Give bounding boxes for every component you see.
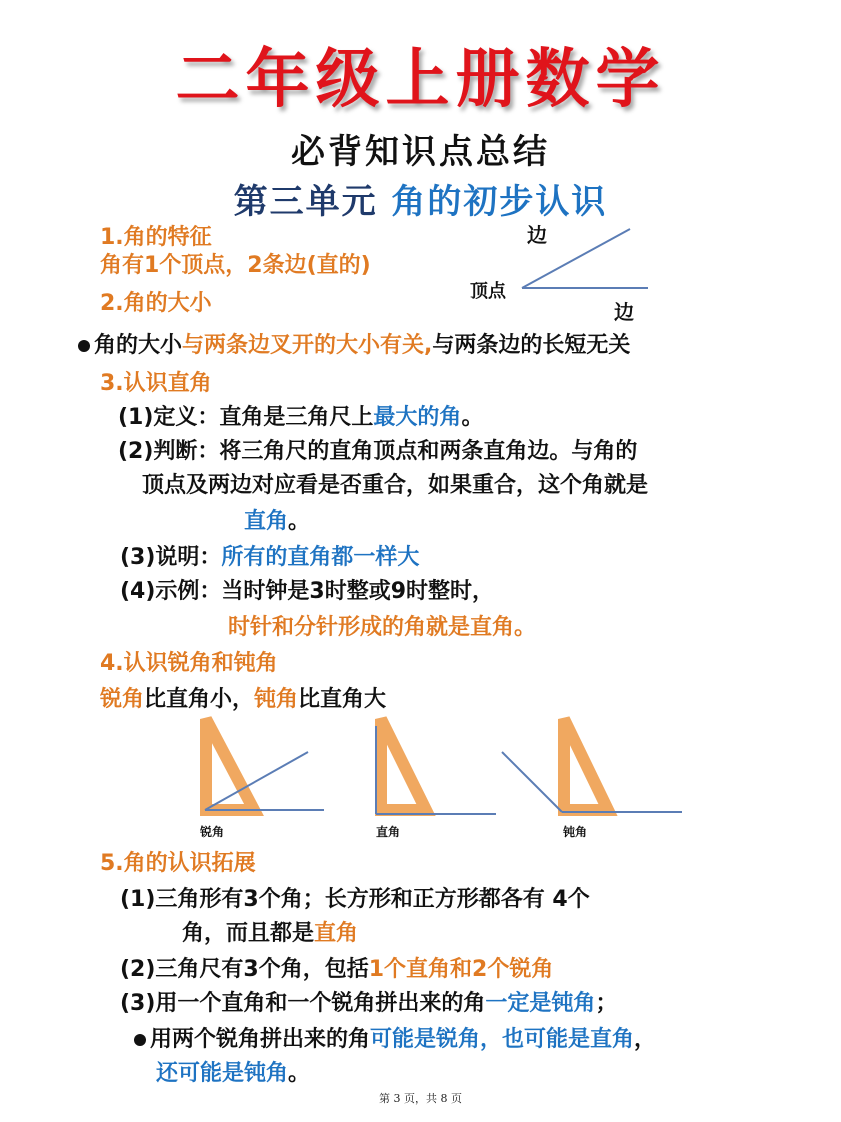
- section-1-heading: 1.角的特征: [100, 225, 212, 250]
- s3-example-line-2: [228, 610, 536, 641]
- s5-item-2: [120, 952, 553, 983]
- s4-obtuse-word: 钝角: [254, 687, 299, 712]
- section-2-heading: 2.角的大小: [100, 291, 212, 316]
- label-obtuse: 钝角: [563, 825, 588, 839]
- s5-e4-text: 用两个锐角拼出来的角: [150, 1027, 371, 1052]
- s2-text-2: 与两条边叉开的大小有关,: [182, 333, 433, 358]
- s5-e3-highlight: 一定是钝角: [485, 991, 596, 1016]
- s2-text-3: 与两条边的长短无关: [432, 333, 631, 358]
- section-5-heading: 5.角的认识拓展: [100, 851, 256, 876]
- s5-e3-text: (3)用一个直角和一个锐角拼出来的角: [120, 991, 486, 1016]
- right-angle-figure: [376, 719, 496, 814]
- s5-e4-highlight: 可能是锐角，也可能是直角: [370, 1027, 635, 1052]
- unit-name: 角的初步认识: [391, 182, 608, 222]
- s4-text-1: 比直角小，: [144, 687, 255, 712]
- bullet-dot: [134, 1034, 146, 1046]
- s3-judgement-line-3: [244, 504, 310, 535]
- page-title: 二年级上册数学: [175, 43, 666, 117]
- s5-e4-highlight-2: 还可能是钝角: [156, 1061, 289, 1086]
- s5-e1-text: 角，而且都是: [182, 921, 315, 946]
- s5-e1-highlight: 直角: [314, 921, 359, 946]
- s3-d1-text: (1)定义：直角是三角尺上: [118, 405, 374, 430]
- s3-d4-highlight: 分针形成的角就是直角。: [294, 615, 537, 640]
- acute-angle-figure: [205, 719, 324, 810]
- page-footer: 第 3 页，共 8 页: [379, 1092, 462, 1105]
- s3-definition: [118, 400, 483, 431]
- obtuse-angle-figure: [502, 719, 682, 812]
- unit-prefix: 第三单元: [233, 182, 378, 222]
- section-4-heading: 4.认识锐角和钝角: [100, 651, 278, 676]
- s3-d1-highlight: 最大的角: [373, 405, 462, 430]
- bullet-dot: [78, 340, 90, 352]
- s2-text-1: 角的大小: [94, 333, 183, 358]
- label-right: 直角: [376, 825, 401, 839]
- s5-item-1-line-2: [182, 916, 358, 947]
- obtuse-ray-open: [502, 752, 562, 812]
- page-subtitle: 必背知识点总结: [291, 132, 550, 172]
- s5-item-1-line-1: (1)三角形有3个角；长方形和正方形都各有 4个: [120, 887, 590, 912]
- s3-d3-text: (3)说明：: [120, 545, 222, 570]
- s3-explanation: [120, 540, 419, 571]
- s3-d2-highlight: 直角: [244, 509, 289, 534]
- section-1-line: 角有1个顶点，2条边(直的): [100, 253, 371, 278]
- s5-item-4-line-1: [134, 1022, 656, 1053]
- s4-text-2: 比直角大: [298, 687, 387, 712]
- ruler-obtuse: [564, 719, 608, 810]
- section-3-heading: 3.认识直角: [100, 371, 212, 396]
- s3-d1-end: 。: [461, 405, 484, 430]
- s3-d4-text: 时针和: [228, 615, 295, 640]
- diagram-edge-bottom-label: 边: [614, 300, 634, 324]
- s4-acute-word: 锐角: [100, 687, 145, 712]
- s3-d3-highlight: 所有的直角都一样大: [221, 545, 420, 570]
- diagram-vertex-label: 顶点: [470, 281, 506, 302]
- s5-item-3: [120, 986, 617, 1017]
- label-acute: 锐角: [200, 825, 225, 839]
- s3-example-line-1: (4)示例：当时钟是3时整或9时整时，: [120, 579, 495, 604]
- s5-e2-highlight: 1个直角和2个锐角: [368, 957, 554, 982]
- s5-e4-end: 。: [288, 1061, 311, 1086]
- s5-e3-end: ；: [595, 991, 618, 1016]
- s5-item-4-line-2: [156, 1056, 310, 1087]
- ruler-right: [381, 719, 426, 810]
- diagram-edge-top-label: 边: [527, 223, 547, 247]
- s4-comparison: [100, 682, 386, 713]
- s5-e2-text: (2)三角尺有3个角，包括: [120, 957, 369, 982]
- s3-d2-end: 。: [288, 509, 311, 534]
- s3-judgement-line-2: 顶点及两边对应看是否重合，如果重合，这个角就是: [142, 473, 649, 498]
- acute-ray-open: [205, 752, 308, 810]
- s3-judgement-line-1: (2)判断：将三角尺的直角顶点和两条直角边。与角的: [118, 439, 638, 464]
- section-2-bullet: [78, 328, 630, 359]
- s5-e4-comma: ，: [634, 1027, 657, 1052]
